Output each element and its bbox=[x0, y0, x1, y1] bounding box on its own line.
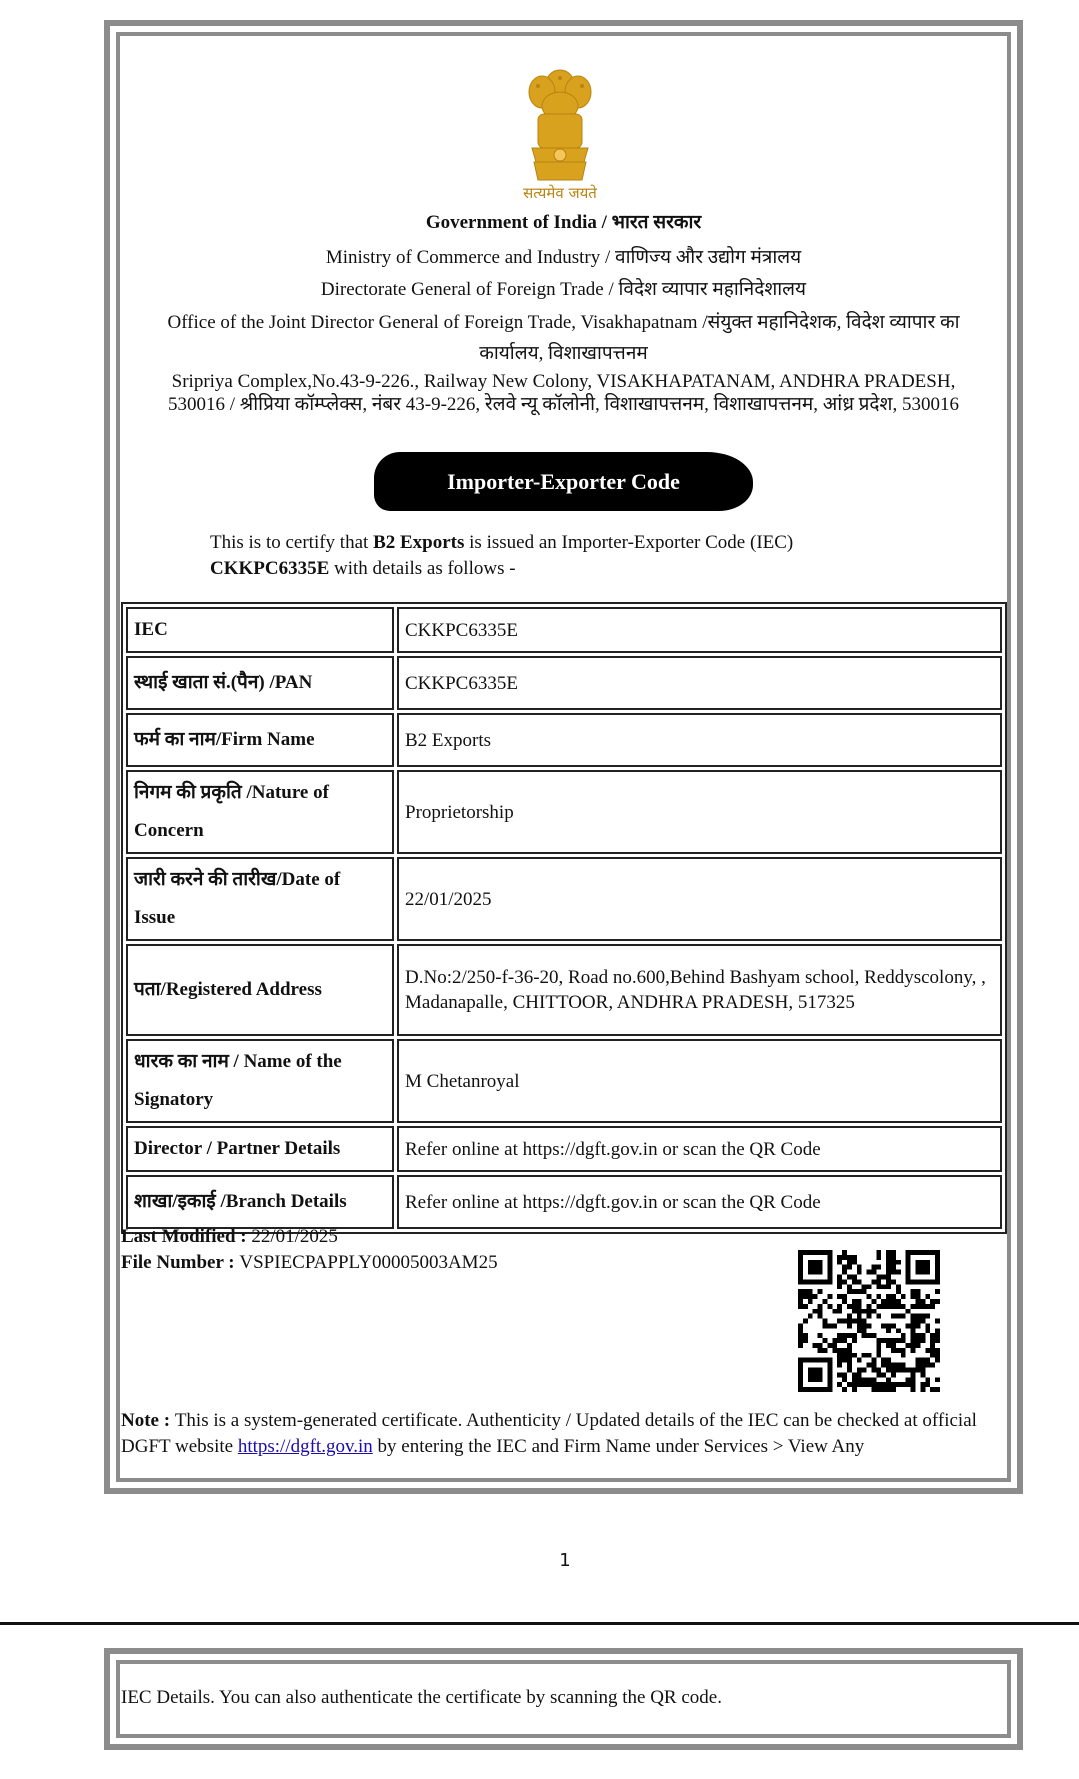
table-row bbox=[126, 857, 1002, 941]
row-value: B2 Exports bbox=[397, 713, 1002, 767]
page-number: 1 bbox=[559, 1550, 571, 1571]
file-number-label: File Number : bbox=[121, 1252, 240, 1273]
table-row bbox=[126, 1126, 1002, 1172]
row-value: 22/01/2025 bbox=[397, 857, 1002, 941]
qr-code-icon[interactable] bbox=[798, 1250, 940, 1392]
row-value: M Chetanroyal bbox=[397, 1039, 1002, 1123]
table-row bbox=[126, 656, 1002, 710]
note-label: Note : bbox=[121, 1410, 175, 1431]
cert-text-1: This is to certify that bbox=[210, 532, 374, 553]
office-line-2: कार्यालय, विशाखापत्तनम bbox=[479, 343, 648, 364]
iec-code: CKKPC6335E bbox=[210, 558, 330, 579]
note-text-2: by entering the IEC and Firm Name under Services > View Any bbox=[372, 1436, 865, 1457]
ministry-line: Ministry of Commerce and Industry / वाणिज्य और उद्योग मंत्रालय bbox=[325, 247, 802, 268]
certification-statement bbox=[210, 530, 970, 582]
government-heading: Government of India / भारत सरकार bbox=[425, 212, 702, 233]
row-value: Refer online at https://dgft.gov.in or scan the QR Code bbox=[397, 1126, 1002, 1172]
page2-continuation-text: IEC Details. You can also authenticate the certificate by scanning the QR code. bbox=[121, 1687, 722, 1708]
row-label: फर्म का नाम/Firm Name bbox=[126, 713, 394, 767]
row-value: CKKPC6335E bbox=[397, 607, 1002, 653]
page-divider bbox=[0, 1622, 1079, 1625]
national-emblem-icon bbox=[512, 62, 608, 202]
row-value: Proprietorship bbox=[397, 770, 1002, 854]
row-value: Refer online at https://dgft.gov.in or scan the QR Code bbox=[397, 1175, 1002, 1229]
file-number-value: VSPIECPAPPLY00005003AM25 bbox=[239, 1252, 498, 1273]
last-modified bbox=[121, 1225, 338, 1249]
table-row bbox=[126, 1039, 1002, 1123]
cert-text-3: with details as follows - bbox=[329, 558, 516, 579]
iec-details-table bbox=[121, 602, 1007, 1234]
row-label: निगम की प्रकृति /Nature of Concern bbox=[126, 770, 394, 854]
certificate-title: Importer-Exporter Code bbox=[374, 452, 753, 511]
row-label: स्थाई खाता सं.(पैन) /PAN bbox=[126, 656, 394, 710]
note-text-1: This is a system-generated certificate. Authenticity / Updated details of the IEC can be checked at official DGFT website bbox=[121, 1410, 977, 1457]
firm-name: B2 Exports bbox=[373, 532, 465, 553]
table-row bbox=[126, 607, 1002, 653]
last-modified-value: 22/01/2025 bbox=[251, 1226, 338, 1247]
file-number bbox=[121, 1251, 498, 1275]
row-label: धारक का नाम / Name of the Signatory bbox=[126, 1039, 394, 1123]
directorate-line: Directorate General of Foreign Trade / विदेश व्यापार महानिदेशालय bbox=[320, 279, 807, 300]
row-label: जारी करने की तारीख/Date of Issue bbox=[126, 857, 394, 941]
address-line-2: 530016 / श्रीप्रिया कॉम्प्लेक्स, नंबर 43-9-226, रेलवे न्यू कॉलोनी, विशाखापत्तनम, विशाखापत्तनम, आंध्र प्रदेश, 530016 bbox=[168, 394, 959, 415]
row-value: CKKPC6335E bbox=[397, 656, 1002, 710]
table-row bbox=[126, 944, 1002, 1036]
row-value: D.No:2/250-f-36-20, Road no.600,Behind Bashyam school, Reddyscolony, , Madanapalle, CHITTOOR, ANDHRA PRADESH, 517325 bbox=[397, 944, 1002, 1036]
table-row bbox=[126, 713, 1002, 767]
emblem-motto: सत्यमेव जयते bbox=[523, 184, 597, 202]
office-line-1: Office of the Joint Director General of Foreign Trade, Visakhapatnam /संयुक्त महानिदेशक, विदेश व्यापार का bbox=[167, 312, 960, 333]
table-row bbox=[126, 770, 1002, 854]
row-label: IEC bbox=[126, 607, 394, 653]
row-label: शाखा/इकाई /Branch Details bbox=[126, 1175, 394, 1229]
last-modified-label: Last Modified : bbox=[121, 1226, 252, 1247]
address-line-1: Sripriya Complex,No.43-9-226., Railway New Colony, VISAKHAPATANAM, ANDHRA PRADESH, bbox=[171, 371, 956, 392]
table-row bbox=[126, 1175, 1002, 1229]
cert-text-2: is issued an Importer-Exporter Code (IEC) bbox=[464, 532, 794, 553]
note-paragraph bbox=[121, 1408, 991, 1460]
dgft-website-link[interactable]: https://dgft.gov.in bbox=[237, 1436, 373, 1457]
row-label: पता/Registered Address bbox=[126, 944, 394, 1036]
row-label: Director / Partner Details bbox=[126, 1126, 394, 1172]
